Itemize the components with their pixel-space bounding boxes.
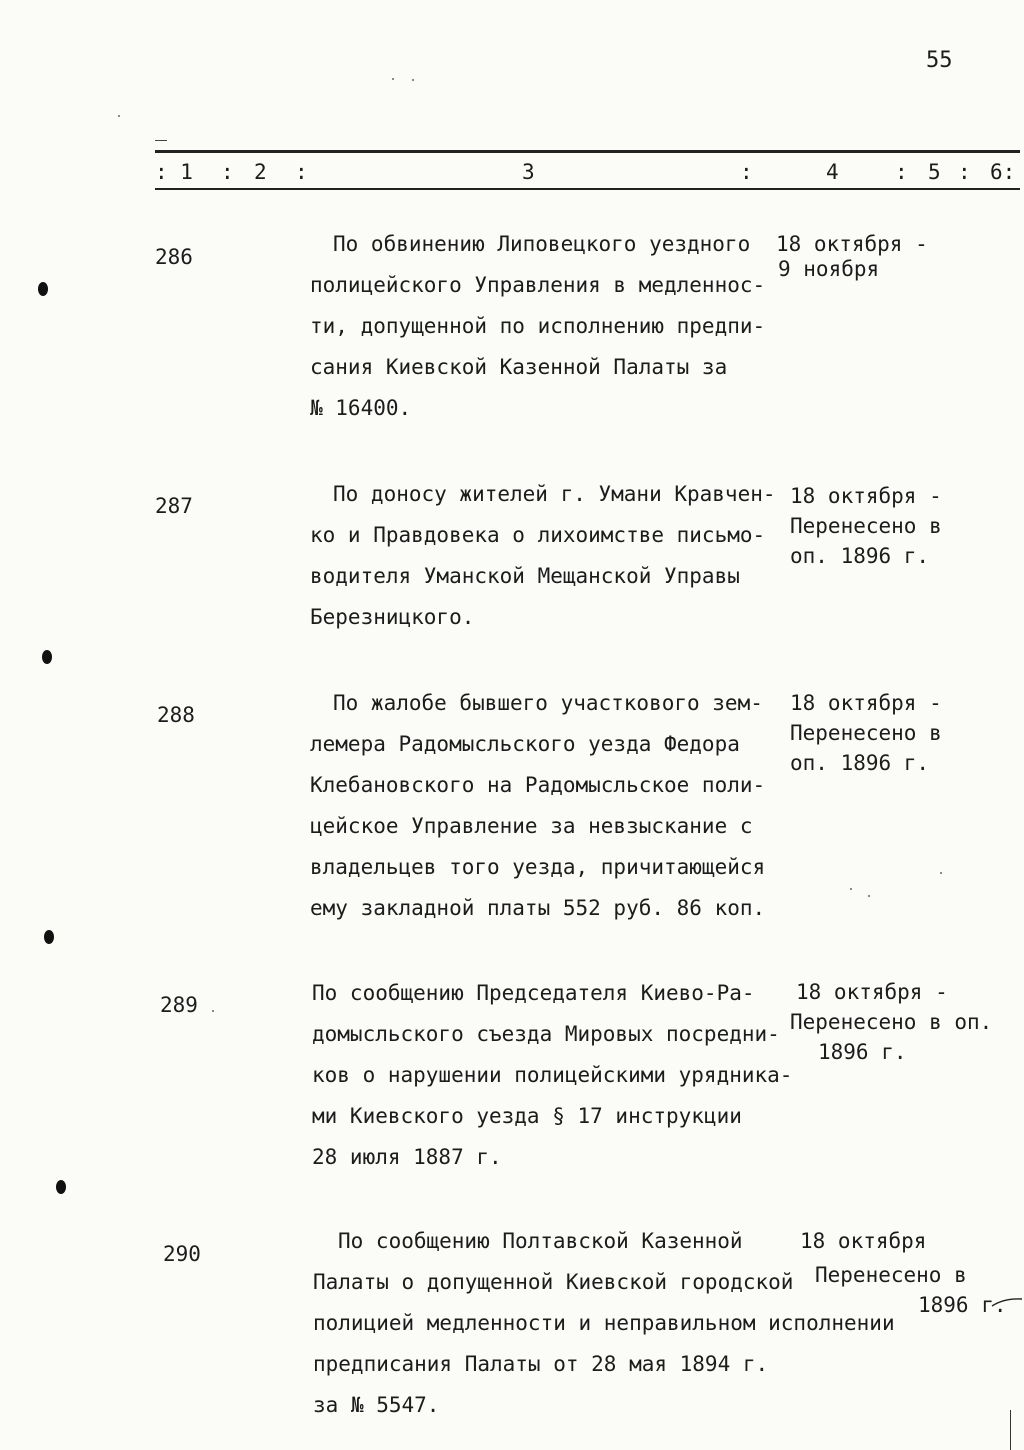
paper-speck [212, 1010, 214, 1012]
column-separator: : [740, 160, 753, 184]
description-line: лемера Радомысльского уезда Федора [310, 732, 740, 756]
table-header-rule-top [155, 150, 1020, 153]
entry-date [790, 688, 942, 778]
entry-number: 289 [160, 993, 198, 1017]
description-line: ко и Правдовека о лихоимстве письмо- [310, 523, 766, 547]
entry-date [790, 977, 992, 1067]
binding-hole [42, 650, 52, 664]
description-line: водителя Уманской Мещанской Управы [310, 564, 740, 588]
description-line: цейское Управление за невзыскание с [310, 814, 753, 838]
binding-hole [38, 282, 48, 296]
date-line: оп. 1896 г. [790, 544, 930, 568]
description-line: По сообщению Председателя Киево-Ра- [312, 981, 755, 1005]
description-line: полицией медленности и неправильном исполнении [313, 1311, 895, 1335]
description-line: предписания Палаты от 28 мая 1894 г. [313, 1352, 769, 1376]
entry-number: 290 [163, 1242, 201, 1266]
description-line: Палаты о допущенной Киевской городской [313, 1270, 794, 1294]
column-separator: : [295, 160, 308, 184]
column-separator: : [895, 160, 908, 184]
entry-date [776, 232, 928, 282]
page-number: 55 [926, 48, 953, 73]
date-line: Перенесено в оп. [790, 1010, 993, 1034]
date-line: 18 октября - [790, 484, 942, 508]
entry-description [310, 683, 765, 929]
binding-hole [44, 930, 54, 944]
column-header-1: : 1 [155, 160, 193, 184]
description-line: сания Киевской Казенной Палаты за [310, 355, 728, 379]
paper-speck [412, 79, 414, 81]
pen-stroke [990, 1296, 1024, 1310]
description-line: По доносу жителей г. Умани Кравчен- [333, 482, 776, 506]
entry-date-line: Перенесено в [815, 1263, 967, 1287]
column-header-2: 2 [254, 160, 267, 184]
page-edge-line [1010, 1410, 1011, 1450]
entry-date-line: 18 октября [800, 1229, 927, 1253]
date-line: Перенесено в [790, 514, 942, 538]
entry-number: 287 [155, 494, 193, 518]
description-line: 28 июля 1887 г. [312, 1145, 502, 1169]
description-line: полицейского Управления в медленнос- [310, 273, 766, 297]
description-line: домысльского съезда Мировых посредни- [312, 1022, 780, 1046]
description-line: за № 5547. [313, 1393, 440, 1417]
column-header-6: 6: [990, 160, 1016, 184]
paper-speck [850, 888, 852, 890]
paper-speck [392, 78, 394, 80]
column-separator: : [958, 160, 971, 184]
description-line: ков о нарушении полицейскими урядника- [312, 1063, 793, 1087]
binding-hole [56, 1180, 66, 1194]
date-line: 18 октября - [796, 980, 948, 1004]
column-header-5: 5 [928, 160, 941, 184]
date-line: Перенесено в [790, 721, 942, 745]
column-separator: : [221, 160, 234, 184]
entry-date [790, 481, 942, 571]
paper-speck [940, 872, 942, 874]
description-line: владельцев того уезда, причитающейся [310, 855, 766, 879]
column-header-4: 4 [826, 160, 839, 184]
date-line: оп. 1896 г. [790, 751, 930, 775]
entry-date-line: 1896 г. [918, 1293, 1007, 1317]
description-line: ти, допущенной по исполнению предпи- [310, 314, 766, 338]
entry-number: 288 [157, 703, 195, 727]
paper-speck [868, 895, 870, 897]
description-line: ему закладной платы 552 руб. 86 коп. [310, 896, 766, 920]
date-line: 18 октября - [790, 691, 942, 715]
description-line: По сообщению Полтавской Казенной [338, 1229, 743, 1253]
rule-stub [155, 140, 167, 141]
description-line: ми Киевского уезда § 17 инструкции [312, 1104, 742, 1128]
description-line: Клебановского на Радомысльское поли- [310, 773, 766, 797]
paper-speck [118, 115, 120, 117]
date-line: 18 октября - [776, 232, 928, 256]
date-line: 9 ноября [778, 257, 880, 281]
entry-number: 286 [155, 245, 193, 269]
date-line: 1896 г. [818, 1040, 907, 1064]
description-line: По обвинению Липовецкого уездного [333, 232, 751, 256]
description-line: По жалобе бывшего участкового зем- [333, 691, 763, 715]
entry-description [310, 224, 765, 429]
description-line: Березницкого. [310, 605, 475, 629]
table-header-rule-bottom [155, 188, 1020, 190]
entry-description [310, 474, 776, 638]
column-header-3: 3 [522, 160, 535, 184]
entry-description [312, 973, 792, 1178]
description-line: № 16400. [310, 396, 412, 420]
